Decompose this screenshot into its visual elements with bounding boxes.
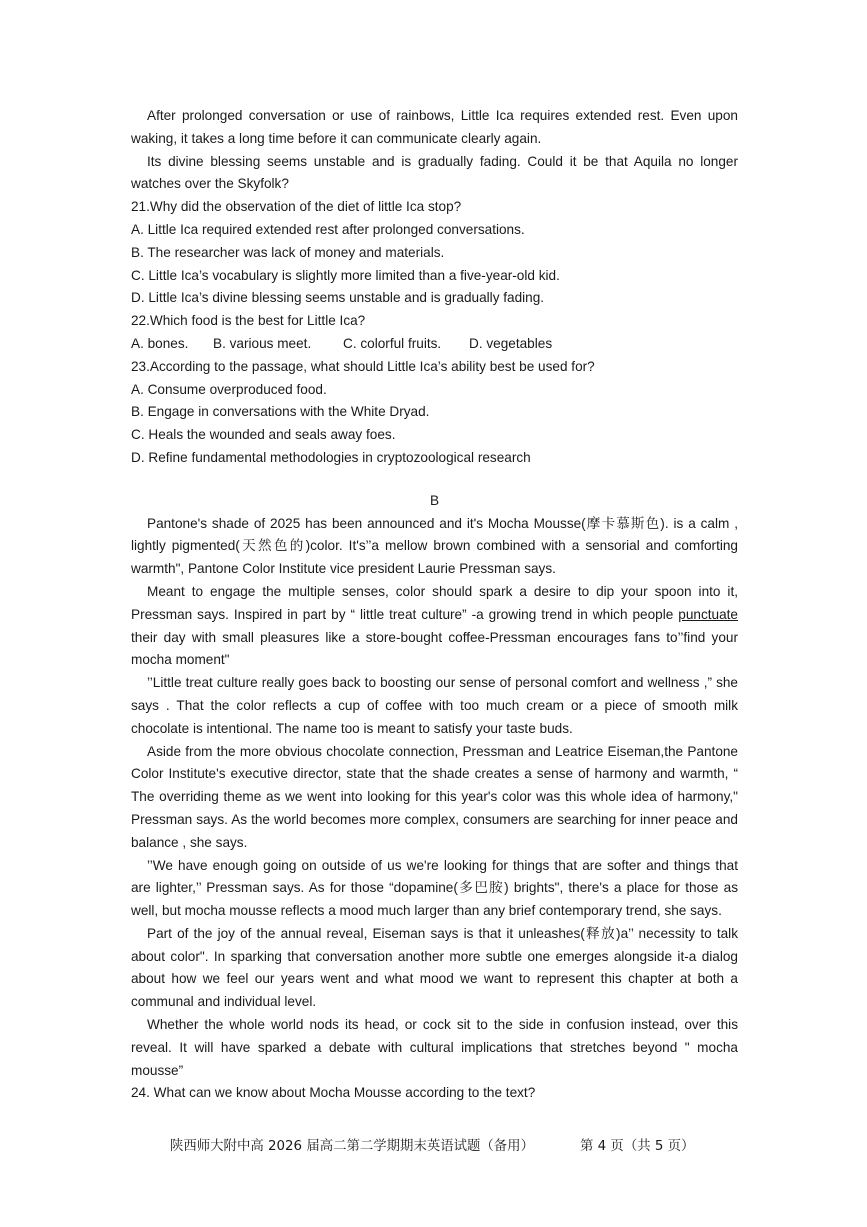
passage-paragraph: Whether the whole world nods its head, or cock sit to the side in confusion instead, over this reveal. It will have sparked a debate with cultural implications that stretches beyond " mocha mousse”	[131, 1017, 738, 1078]
text-run: Meant to engage the multiple senses, color should spark a desire to dip your spoon into it, Pressman says. Inspired in part by “ little treat culture” -a growing trend in which people	[131, 583, 738, 622]
option-a: A. bones.	[131, 335, 189, 351]
option-a: A. Consume overproduced food.	[131, 381, 327, 397]
option-a: A. Little Ica required extended rest after prolonged conversations.	[131, 221, 525, 237]
question-stem: 21.Why did the observation of the diet of little Ica stop?	[131, 199, 462, 215]
underlined-word: punctuate	[678, 606, 738, 622]
option-b: B. various meet.	[213, 335, 312, 351]
exam-page	[131, 105, 738, 1105]
page-number: 第 4 页（共 5 页）	[580, 1139, 695, 1154]
text-run: their day with small pleasures like a store-bought coffee-Pressman encourages fans to’’find your mocha moment"	[131, 629, 738, 668]
question-stem: 24. What can we know about Mocha Mousse according to the text?	[131, 1085, 536, 1101]
question-23	[131, 356, 738, 470]
option-d: D. Little Ica’s divine blessing seems unstable and is gradually fading.	[131, 290, 545, 306]
option-c: C. colorful fruits.	[343, 335, 442, 351]
question-stem: 22.Which food is the best for Little Ica?	[131, 313, 366, 329]
question-22	[131, 310, 738, 356]
option-d: D. vegetables	[469, 335, 553, 351]
passage-paragraph: Aside from the more obvious chocolate connection, Pressman and Leatrice Eiseman,the Pantone Color Institute's executive director, state that the shade creates a sense of harmony and warmth, “ The overriding theme as we went into looking for this year's color was this whole idea of harmony," Pressman says. As the world becomes more complex, consumers are searching for inner peace and balance , she says.	[131, 743, 738, 850]
question-stem: 23.According to the passage, what should Little Ica’s ability best be used for?	[131, 358, 595, 374]
option-c: C. Heals the wounded and seals away foes.	[131, 427, 396, 443]
option-c: C. Little Ica’s vocabulary is slightly more limited than a five-year-old kid.	[131, 267, 560, 283]
passage-paragraph: Part of the joy of the annual reveal, Eiseman says is that it unleashes(释放)a’’ necessity to talk about color". In sparking that conversation another more subtle one emerges alongside it-a dialog about how we feel our years went and what mood we want to represent this chapter at both a communal and individual level.	[131, 925, 738, 1010]
passage-paragraph: ’’We have enough going on outside of us we're looking for things that are softer and things that are lighter,’’ Pressman says. As for those “dopamine(多巴胺) brights", there's a place for those as well, but mocha mousse reflects a mood much larger than any brief contemporary trend, she says.	[131, 857, 738, 919]
passage-paragraph: ’’Little treat culture really goes back to boosting our sense of personal comfort and wellness ,” she says . That the color reflects a cup of coffee with too much cream or a piece of smooth milk chocolate is intentional. The name too is meant to satisfy your taste buds.	[131, 675, 738, 736]
passage-paragraph: After prolonged conversation or use of rainbows, Little Ica requires extended rest. Even upon waking, it takes a long time before it can communicate clearly again.	[131, 108, 738, 146]
passage-paragraph: Pantone's shade of 2025 has been announced and it's Mocha Mousse(摩卡慕斯色). is a calm , lightly pigmented(天然色的)color. It's’’a mellow brown combined with a sensorial and comforting warmth", Pantone Color Institute vice president Laurie Pressman says.	[131, 515, 738, 577]
options-row	[131, 333, 738, 356]
passage-paragraph: Its divine blessing seems unstable and is gradually fading. Could it be that Aquila no longer watches over the Skyfolk?	[131, 153, 738, 192]
option-d: D. Refine fundamental methodologies in cryptozoological research	[131, 449, 531, 465]
page-footer	[170, 1135, 730, 1154]
question-21	[131, 196, 738, 310]
option-b: B. Engage in conversations with the White Dryad.	[131, 404, 430, 420]
exam-title: 陕西师大附中高 2026 届高二第二学期期末英语试题（备用）	[170, 1139, 534, 1154]
passage-paragraph	[131, 581, 738, 672]
option-b: B. The researcher was lack of money and materials.	[131, 244, 445, 260]
section-heading: B	[429, 492, 440, 508]
